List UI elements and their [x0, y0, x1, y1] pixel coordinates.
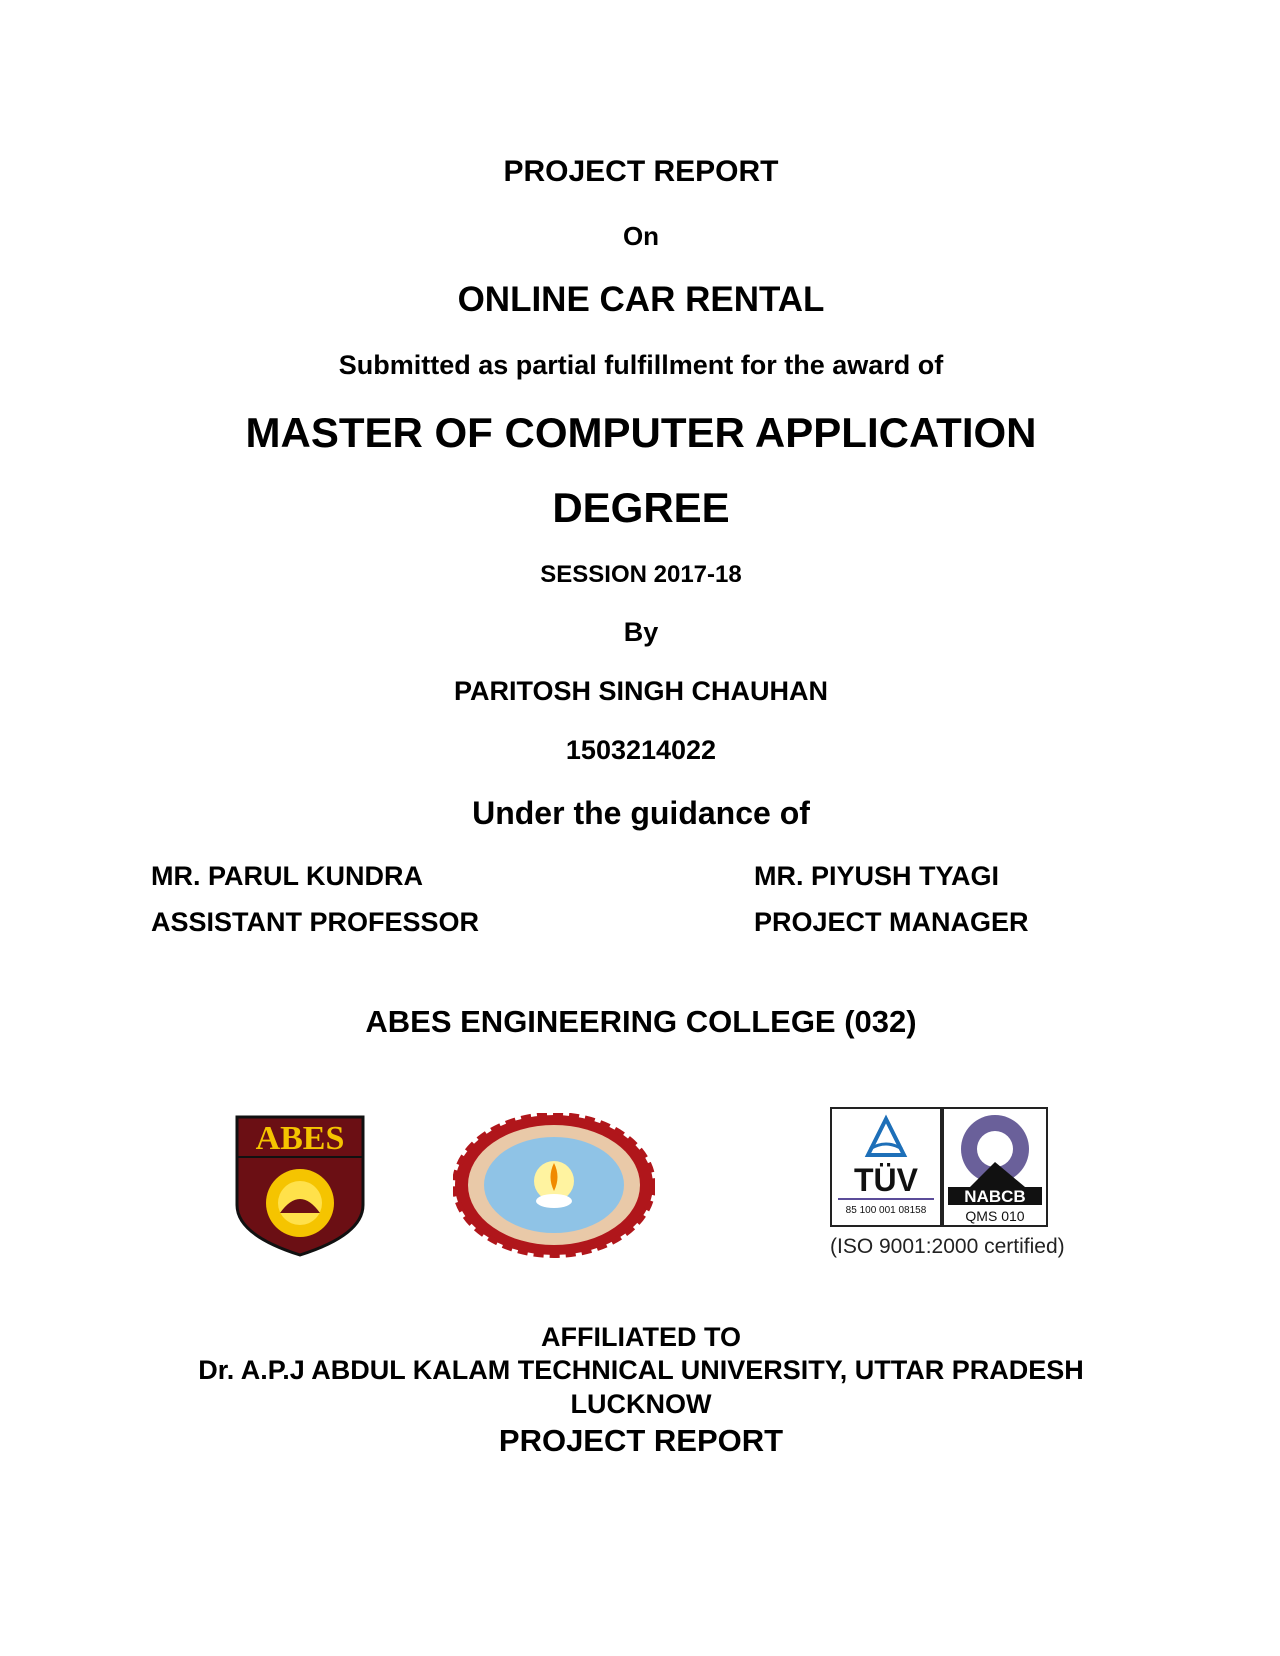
guide-2-name: MR. PIYUSH TYAGI	[754, 861, 1000, 891]
aktu-logo	[453, 1113, 655, 1258]
degree-line-2: DEGREE	[552, 484, 730, 531]
abes-logo	[235, 1115, 365, 1257]
degree-line-1: MASTER OF COMPUTER APPLICATION	[245, 409, 1037, 456]
svg-text:85 100 001 08158: 85 100 001 08158	[845, 1205, 927, 1216]
guide-2-designation: PROJECT MANAGER	[754, 907, 1029, 937]
university-city: LUCKNOW	[570, 1389, 712, 1419]
abes-logo-text: ABES	[255, 1120, 345, 1157]
roll-number: 1503214022	[565, 735, 717, 765]
guidance-label: Under the guidance of	[472, 795, 810, 831]
project-title: ONLINE CAR RENTAL	[457, 280, 825, 319]
svg-text:TÜV: TÜV	[854, 1162, 918, 1198]
session: SESSION 2017-18	[540, 561, 742, 588]
university-name: Dr. A.P.J ABDUL KALAM TECHNICAL UNIVERSITY, UTTAR PRADESH	[198, 1355, 1084, 1385]
guide-1-name: MR. PARUL KUNDRA	[151, 861, 423, 891]
iso-certification: (ISO 9001:2000 certified)	[830, 1235, 1065, 1258]
svg-text:QMS 010: QMS 010	[965, 1208, 1025, 1224]
tuv-nabcb-logo	[830, 1107, 1048, 1227]
by-label: By	[623, 617, 659, 647]
report-footer-heading: PROJECT REPORT	[498, 1423, 784, 1458]
student-name: PARITOSH SINGH CHAUHAN	[453, 676, 829, 706]
svg-text:NABCB: NABCB	[964, 1187, 1026, 1206]
guide-1-designation: ASSISTANT PROFESSOR	[151, 907, 480, 937]
on-label: On	[622, 221, 660, 251]
college-name: ABES ENGINEERING COLLEGE (032)	[365, 1004, 917, 1039]
affiliated-label: AFFILIATED TO	[541, 1322, 741, 1352]
submitted-line: Submitted as partial fulfillment for the award of	[338, 350, 944, 380]
report-heading: PROJECT REPORT	[503, 155, 779, 188]
